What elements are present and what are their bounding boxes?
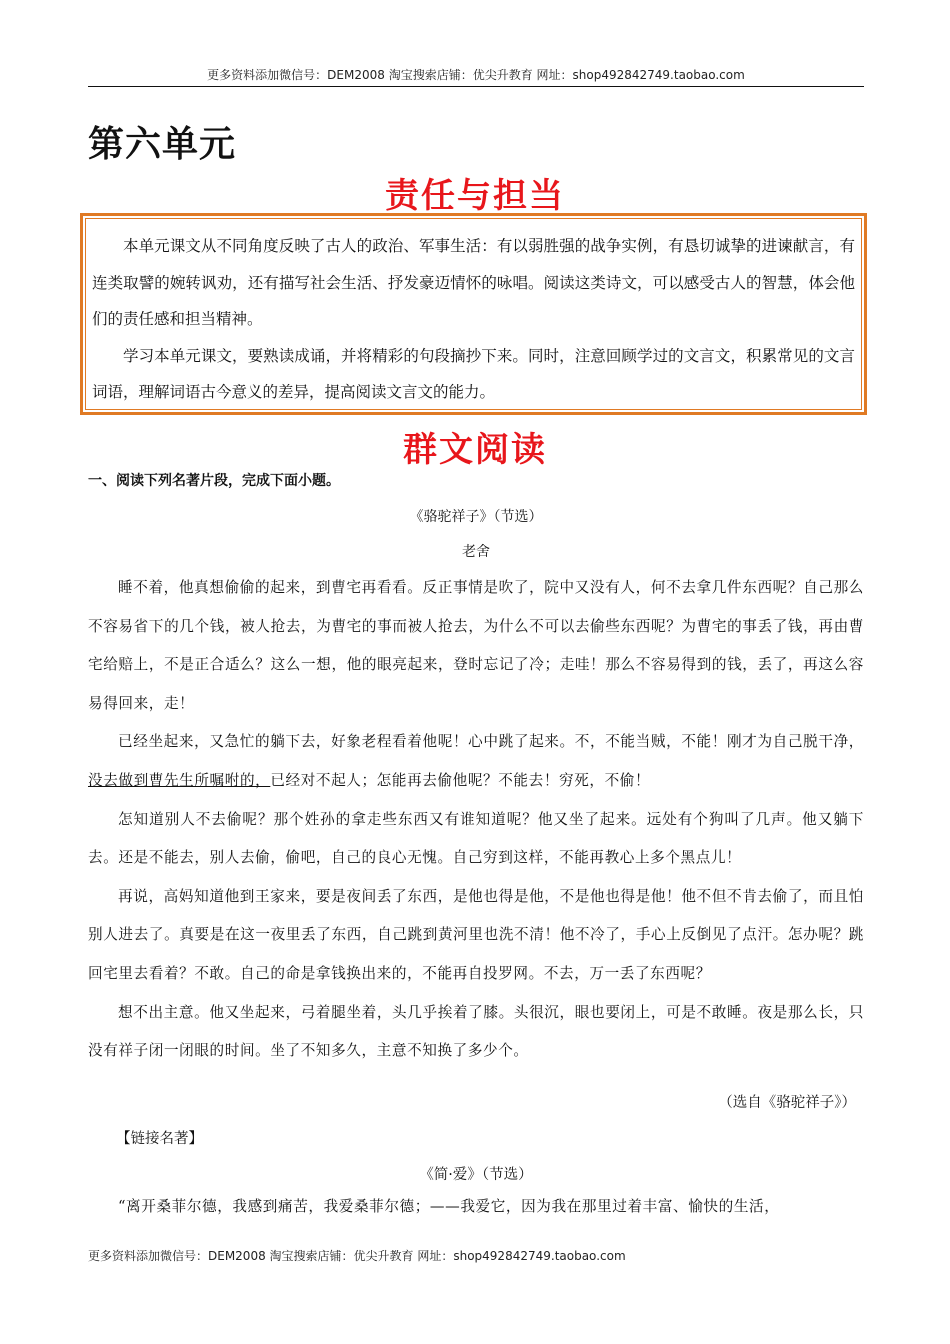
unit-intro-box: [80, 213, 867, 415]
passage-source: （选自《骆驼祥子》）: [718, 1095, 856, 1111]
passage-paragraph: 怎知道别人不去偷呢？那个姓孙的拿走些东西又有谁知道呢？他又坐了起来。远处有个狗叫了几声。他又躺下去。还是不能去，别人去偷，偷吧，自己的良心无愧。自己穷到这样，不能再教心上多个黑点儿！: [88, 810, 864, 867]
passage-title: 《骆驼祥子》（节选）: [409, 509, 543, 525]
question-heading: 一、阅读下列名著片段，完成下面小题。: [88, 473, 340, 489]
linked-passage-title: 《简·爱》（节选）: [419, 1167, 533, 1183]
passage-paragraph: 想不出主意。他又坐起来，弓着腿坐着，头几乎挨着了膝。头很沉，眼也要闭上，可是不敢睡。夜是那么长，只没有祥子闭一闭眼的时间。坐了不知多久，主意不知换了多少个。: [88, 1003, 864, 1060]
passage-body: [88, 569, 864, 1071]
passage-paragraph: [88, 723, 864, 800]
unit-title: 第六单元: [88, 124, 237, 165]
passage-text: 已经对不起人；怎能再去偷他呢？不能去！穷死，不偷！: [270, 771, 651, 789]
passage-paragraph: 再说，高妈知道他到王家来，要是夜间丢了东西，是他也得是他，不是他也得是他！他不但不肯去偷了，而且怕别人进去了。真要是在这一夜里丢了东西，自己跳到黄河里也洗不清！他不冷了，手心上反倒见了点汗。怎办呢？跳回宅里去看着？不敢。自己的命是拿钱换出来的，不能再自投罗网。不去，万一丢了东西呢？: [88, 887, 864, 982]
theme-title: 责任与担当: [385, 176, 565, 216]
header-divider: [88, 86, 864, 87]
intro-paragraph: 本单元课文从不同角度反映了古人的政治、军事生活：有以弱胜强的战争实例，有恳切诚挚的进谏献言，有连类取譬的婉转讽劝，还有描写社会生活、抒发豪迈情怀的咏唱。阅读这类诗文，可以感受古人的智慧，体会他们的责任感和担当精神。: [92, 237, 855, 328]
linked-classic-label: 【链接名著】: [116, 1131, 203, 1147]
linked-passage-text: “离开桑菲尔德，我感到痛苦，我爱桑菲尔德；——我爱它，因为我在那里过着丰富、愉快的生活，: [118, 1198, 780, 1215]
underlined-sentence: 没去做到曹先生所嘱咐的，: [88, 771, 271, 789]
intro-paragraph: 学习本单元课文，要熟读成诵，并将精彩的句段摘抄下来。同时，注意回顾学过的文言文，积累常见的文言词语，理解词语古今意义的差异，提高阅读文言文的能力。: [92, 346, 855, 401]
page-header: 更多资料添加微信号：DEM2008 淘宝搜索店铺：优尖升教育 网址：shop492842749.taobao.com: [207, 68, 745, 82]
passage-author: 老舍: [462, 544, 490, 560]
unit-intro-inner: [85, 218, 862, 410]
passage-text: 已经坐起来，又急忙的躺下去，好象老程看着他呢！心中跳了起来。不，不能当贼，不能！刚才为自己脱干净，: [118, 733, 864, 751]
passage-paragraph: 睡不着，他真想偷偷的起来，到曹宅再看看。反正事情是吹了，院中又没有人，何不去拿几件东西呢？自己那么不容易省下的几个钱，被人抢去，为曹宅的事而被人抢去，为什么不可以去偷些东西呢？为曹宅的事丢了钱，再由曹宅给赔上，不是正合适么？这么一想，他的眼亮起来，登时忘记了冷；走哇！那么不容易得到的钱，丢了，再这么容易得回来，走！: [88, 579, 864, 712]
page-footer: 更多资料添加微信号：DEM2008 淘宝搜索店铺：优尖升教育 网址：shop492842749.taobao.com: [88, 1249, 626, 1263]
section-title: 群文阅读: [403, 430, 547, 470]
